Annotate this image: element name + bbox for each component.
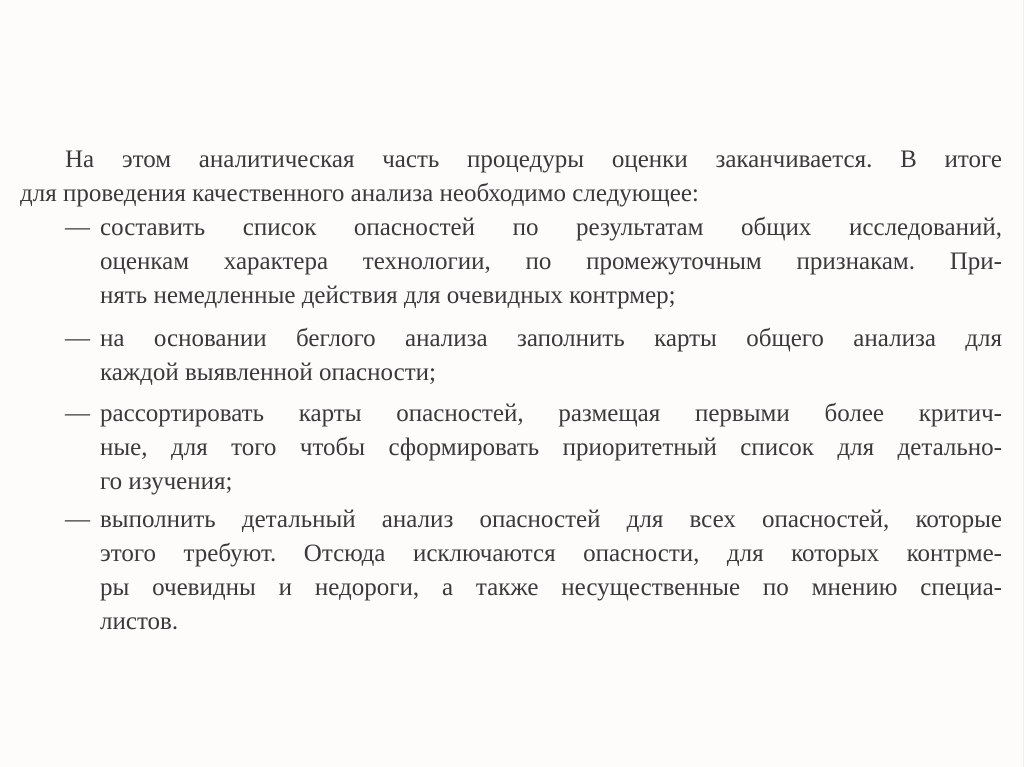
list-item-1-line-3: нять немедленные действия для очевидных контрмер;	[100, 282, 676, 309]
list-item-4-line-3: ры очевидны и недороги, а также несущественные по мнению специа-	[100, 574, 1002, 601]
bullet-dash: —	[65, 325, 90, 352]
list-item-3-line-2: ные, для того чтобы сформировать приоритетный список для детально-	[100, 434, 1002, 461]
list-item-1-line-1: составить список опасностей по результатам общих исследований,	[100, 214, 1002, 241]
bullet-dash: —	[65, 214, 90, 241]
list-item-2-line-2: каждой выявленной опасности;	[100, 359, 436, 386]
list-item-3-line-1: рассортировать карты опасностей, размещая первыми более критич-	[100, 400, 1002, 427]
intro-line-2: для проведения качественного анализа необходимо следующее:	[20, 180, 699, 207]
bullet-dash: —	[65, 400, 90, 427]
list-item-4-line-1: выполнить детальный анализ опасностей для всех опасностей, которые	[100, 506, 1002, 533]
intro-line-1: На этом аналитическая часть процедуры оценки заканчивается. В итоге	[65, 146, 1002, 173]
list-item-4-line-2: этого требуют. Отсюда исключаются опасности, для которых контрме-	[100, 540, 1002, 567]
list-item-4-line-4: листов.	[100, 608, 179, 635]
list-item-1-line-2: оценкам характера технологии, по промежуточным признакам. При-	[100, 248, 1002, 275]
list-item-3-line-3: го изучения;	[100, 468, 233, 495]
list-item-2-line-1: на основании беглого анализа заполнить карты общего анализа для	[100, 325, 1002, 352]
bullet-dash: —	[65, 506, 90, 533]
